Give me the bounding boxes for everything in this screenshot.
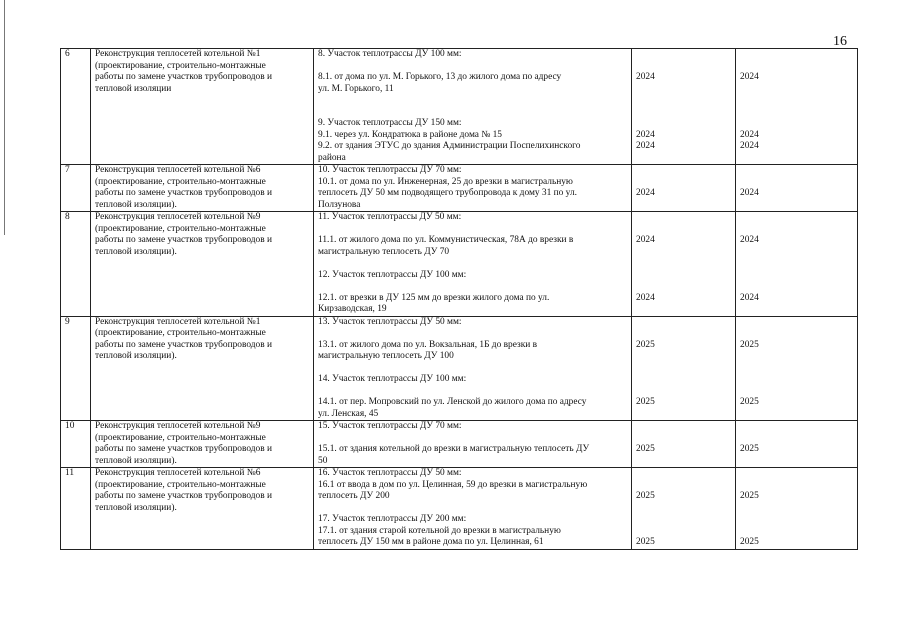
end-year-line — [740, 118, 853, 130]
end-year-line — [740, 386, 853, 398]
start-year-line — [636, 258, 731, 270]
end-year-line — [740, 468, 853, 480]
end-year-line — [740, 409, 853, 421]
row-number-cell: 11 — [61, 468, 91, 550]
work-description-line — [318, 503, 627, 515]
work-description-line — [318, 433, 627, 445]
work-description-line: 11.1. от жилого дома по ул. Коммунистическая, 78А до врезки в — [318, 235, 574, 245]
start-year-line — [636, 281, 731, 293]
table-row — [61, 421, 858, 468]
start-year-line — [636, 153, 731, 165]
project-name-line: тепловой изоляции). — [95, 351, 177, 361]
work-description-line: магистральную теплосеть ДУ 70 — [318, 246, 450, 257]
start-year-line — [636, 304, 731, 316]
end-year-line: 2025 — [740, 444, 759, 454]
end-year-line — [740, 281, 853, 293]
project-name-line: тепловой изоляции). — [95, 246, 177, 257]
end-year-line — [740, 351, 853, 363]
start-year-line — [636, 363, 731, 375]
end-year-cell — [736, 165, 858, 212]
work-description-line: 13. Участок теплотрассы ДУ 50 мм: — [318, 316, 462, 327]
end-year-line — [740, 153, 853, 165]
work-description-line — [318, 386, 627, 398]
project-name-line: работы по замене участков трубопроводов и — [95, 339, 273, 350]
work-description-line — [318, 61, 627, 73]
project-name-line: работы по замене участков трубопроводов и — [95, 235, 273, 245]
end-year-line — [740, 480, 853, 492]
project-name-line: (проектирование, строительно-монтажные — [95, 328, 266, 338]
start-year-line — [636, 224, 731, 236]
work-description-line: 15.1. от здания котельной до врезки в магистральную теплосеть ДУ — [318, 444, 590, 454]
end-year-line: 2025 — [740, 491, 759, 501]
table-row — [61, 165, 858, 212]
project-name-line: Реконструкция теплосетей котельной №6 — [95, 468, 261, 478]
end-year-line — [740, 526, 853, 538]
end-year-line — [740, 200, 853, 212]
start-year-line — [636, 107, 731, 119]
end-year-line — [740, 270, 853, 282]
end-year-line: 2024 — [740, 235, 759, 245]
project-name-cell — [91, 165, 314, 212]
start-year-line — [636, 351, 731, 363]
row-number-cell: 7 — [61, 165, 91, 212]
start-year-line: 2024 — [636, 188, 655, 198]
end-year-cell — [736, 468, 858, 550]
end-year-cell — [736, 212, 858, 317]
work-description-cell — [314, 212, 632, 317]
end-year-line: 2024 — [740, 292, 759, 303]
work-description-line: 14.1. от пер. Мопровский по ул. Ленской до жилого дома по адресу — [318, 397, 587, 407]
project-name-cell — [91, 49, 314, 165]
work-description-line — [318, 107, 627, 119]
work-description-line: 15. Участок теплотрассы ДУ 70 мм: — [318, 421, 462, 431]
start-year-line — [636, 526, 731, 538]
start-year-line: 2025 — [636, 339, 655, 350]
start-year-line — [636, 95, 731, 107]
project-name-line: тепловой изоляции). — [95, 502, 177, 513]
end-year-line — [740, 61, 853, 73]
start-year-line — [636, 61, 731, 73]
end-year-line: 2025 — [740, 397, 759, 407]
end-year-line: 2024 — [740, 141, 759, 151]
project-name-line: тепловой изоляции — [95, 83, 172, 94]
start-year-line — [636, 514, 731, 526]
start-year-cell — [632, 468, 736, 550]
start-year-line — [636, 433, 731, 445]
work-description-line: Кирзаводская, 19 — [318, 304, 387, 314]
work-description-line: 17.1. от здания старой котельной до врезки в магистральную — [318, 525, 561, 536]
end-year-line: 2024 — [740, 188, 759, 198]
work-description-line: ул. М. Горького, 11 — [318, 83, 394, 94]
end-year-line — [740, 49, 853, 61]
start-year-line: 2025 — [636, 537, 655, 547]
work-description-line — [318, 95, 627, 107]
start-year-line — [636, 503, 731, 515]
project-name-line: Реконструкция теплосетей котельной №1 — [95, 49, 261, 59]
start-year-line: 2024 — [636, 72, 655, 82]
start-year-line — [636, 49, 731, 61]
start-year-line — [636, 409, 731, 421]
end-year-line — [740, 363, 853, 375]
start-year-line — [636, 165, 731, 177]
start-year-line: 2024 — [636, 235, 655, 245]
work-description-line — [318, 363, 627, 375]
project-name-line: (проектирование, строительно-монтажные — [95, 176, 266, 187]
work-description-line: 16.1 от ввода в дом по ул. Целинная, 59 до врезки в магистральную — [318, 479, 588, 490]
work-description-line: Ползунова — [318, 199, 361, 210]
project-name-cell — [91, 421, 314, 468]
reconstruction-plan-table — [60, 48, 858, 550]
project-name-line: работы по замене участков трубопроводов и — [95, 188, 273, 198]
work-description-line: 9. Участок теплотрассы ДУ 150 мм: — [318, 118, 462, 128]
work-description-line: 12. Участок теплотрассы ДУ 100 мм: — [318, 269, 467, 280]
project-name-line: тепловой изоляции). — [95, 199, 177, 210]
row-number-cell: 6 — [61, 49, 91, 165]
project-name-line: (проектирование, строительно-монтажные — [95, 432, 266, 443]
end-year-line: 2025 — [740, 339, 759, 350]
end-year-line — [740, 317, 853, 329]
work-description-cell — [314, 49, 632, 165]
end-year-line — [740, 433, 853, 445]
table-row — [61, 49, 858, 165]
start-year-line — [636, 386, 731, 398]
work-description-line: теплосеть ДУ 150 мм в районе дома по ул. Целинная, 61 — [318, 537, 544, 547]
start-year-cell — [632, 49, 736, 165]
start-year-line: 2024 — [636, 292, 655, 303]
work-description-line: 10. Участок теплотрассы ДУ 70 мм: — [318, 165, 462, 175]
start-year-line: 2024 — [636, 141, 655, 151]
end-year-cell — [736, 49, 858, 165]
end-year-line — [740, 421, 853, 433]
project-name-line: (проектирование, строительно-монтажные — [95, 223, 266, 234]
row-number-cell: 9 — [61, 316, 91, 421]
project-name-cell — [91, 316, 314, 421]
row-number-cell: 10 — [61, 421, 91, 468]
end-year-line: 2024 — [740, 72, 759, 82]
start-year-line — [636, 177, 731, 189]
end-year-cell — [736, 316, 858, 421]
work-description-line: ул. Ленская, 45 — [318, 408, 379, 419]
end-year-line: 2025 — [740, 537, 759, 547]
start-year-line: 2025 — [636, 397, 655, 407]
page-number: 16 — [833, 34, 847, 49]
start-year-line — [636, 468, 731, 480]
end-year-line — [740, 304, 853, 316]
end-year-line — [740, 258, 853, 270]
project-name-line: Реконструкция теплосетей котельной №6 — [95, 165, 261, 175]
end-year-line — [740, 165, 853, 177]
end-year-line — [740, 514, 853, 526]
start-year-line — [636, 118, 731, 130]
start-year-line — [636, 456, 731, 468]
work-description-line — [318, 224, 627, 236]
project-name-line: работы по замене участков трубопроводов и — [95, 72, 273, 82]
end-year-line — [740, 107, 853, 119]
project-name-line: (проектирование, строительно-монтажные — [95, 60, 266, 71]
start-year-cell — [632, 421, 736, 468]
start-year-line — [636, 480, 731, 492]
work-description-line: 11. Участок теплотрассы ДУ 50 мм: — [318, 212, 462, 222]
end-year-line — [740, 177, 853, 189]
start-year-line — [636, 374, 731, 386]
work-description-line: 9.1. через ул. Кондратюка в районе дома № 15 — [318, 129, 502, 140]
end-year-line — [740, 503, 853, 515]
project-name-line: Реконструкция теплосетей котельной №9 — [95, 212, 261, 222]
table-row — [61, 468, 858, 550]
work-description-line: магистральную теплосеть ДУ 100 — [318, 351, 454, 361]
start-year-cell — [632, 212, 736, 317]
end-year-cell — [736, 421, 858, 468]
start-year-cell — [632, 316, 736, 421]
end-year-line — [740, 247, 853, 259]
work-description-line — [318, 281, 627, 293]
work-description-line: 10.1. от дома по ул. Инженерная, 25 до врезки в магистральную — [318, 176, 573, 187]
work-description-line: 12.1. от врезки в ДУ 125 мм до врезки жилого дома по ул. — [318, 292, 550, 303]
end-year-line — [740, 456, 853, 468]
work-description-line: теплосеть ДУ 50 мм подводящего трубопровода к дому 31 по ул. — [318, 188, 577, 198]
work-description-line: 8. Участок теплотрассы ДУ 100 мм: — [318, 49, 462, 59]
work-description-cell — [314, 468, 632, 550]
end-year-line — [740, 224, 853, 236]
project-name-line: тепловой изоляции). — [95, 455, 177, 466]
end-year-line — [740, 95, 853, 107]
project-name-cell — [91, 468, 314, 550]
start-year-line — [636, 421, 731, 433]
start-year-line: 2025 — [636, 491, 655, 501]
start-year-line — [636, 200, 731, 212]
start-year-line — [636, 317, 731, 329]
project-name-line: работы по замене участков трубопроводов и — [95, 491, 273, 501]
work-description-line: 50 — [318, 455, 328, 466]
start-year-line — [636, 212, 731, 224]
work-description-line — [318, 258, 627, 270]
scan-margin-line — [4, 0, 5, 235]
work-description-line: 9.2. от здания ЭТУС до здания Администрации Поспелихинского — [318, 141, 581, 151]
table-row — [61, 316, 858, 421]
project-name-cell — [91, 212, 314, 317]
end-year-line — [740, 374, 853, 386]
table-row — [61, 212, 858, 317]
work-description-cell — [314, 421, 632, 468]
end-year-line: 2024 — [740, 129, 759, 140]
work-description-line: района — [318, 152, 346, 163]
project-name-line: (проектирование, строительно-монтажные — [95, 479, 266, 490]
work-description-line: 17. Участок теплотрассы ДУ 200 мм: — [318, 514, 467, 524]
work-description-cell — [314, 316, 632, 421]
end-year-line — [740, 212, 853, 224]
start-year-line — [636, 247, 731, 259]
project-name-line: работы по замене участков трубопроводов и — [95, 444, 273, 454]
start-year-cell — [632, 165, 736, 212]
end-year-line — [740, 84, 853, 96]
start-year-line: 2025 — [636, 444, 655, 454]
work-description-line: теплосеть ДУ 200 — [318, 491, 390, 501]
start-year-line: 2024 — [636, 129, 655, 140]
work-description-line: 14. Участок теплотрассы ДУ 100 мм: — [318, 374, 467, 384]
work-description-line: 16. Участок теплотрассы ДУ 50 мм: — [318, 468, 462, 478]
work-description-line — [318, 328, 627, 340]
start-year-line — [636, 270, 731, 282]
project-name-line: Реконструкция теплосетей котельной №1 — [95, 316, 261, 327]
table-body — [61, 49, 858, 550]
end-year-line — [740, 328, 853, 340]
work-description-line: 13.1. от жилого дома по ул. Вокзальная, 1Б до врезки в — [318, 339, 538, 350]
start-year-line — [636, 328, 731, 340]
project-name-line: Реконструкция теплосетей котельной №9 — [95, 421, 261, 431]
work-description-cell — [314, 165, 632, 212]
start-year-line — [636, 84, 731, 96]
work-description-line: 8.1. от дома по ул. М. Горького, 13 до жилого дома по адресу — [318, 72, 562, 82]
row-number-cell: 8 — [61, 212, 91, 317]
